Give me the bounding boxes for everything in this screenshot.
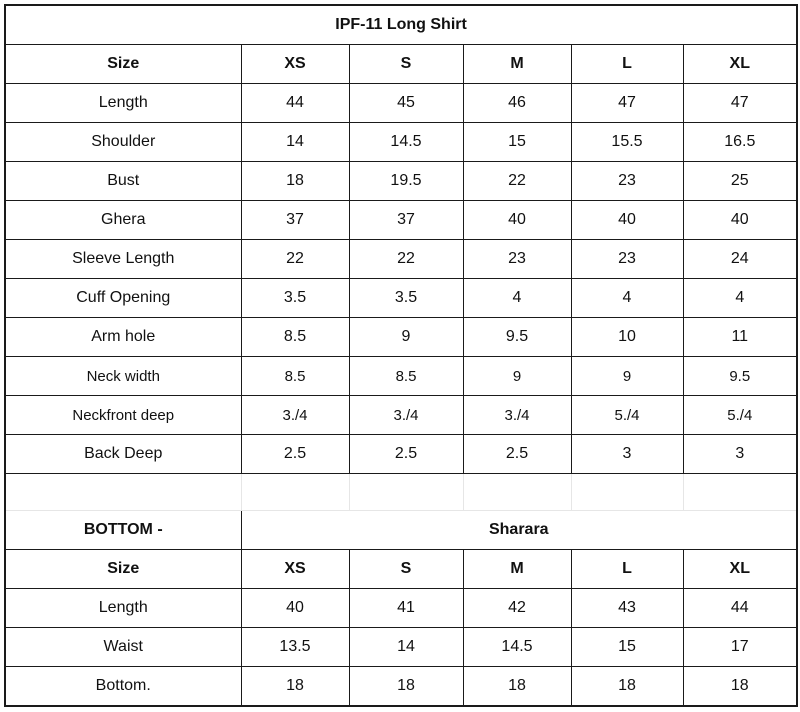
top-measure-row <box>5 201 797 240</box>
measure-value: 14 <box>241 123 349 162</box>
top-measure-row <box>5 279 797 318</box>
bottom-header-xs: XS <box>241 550 349 589</box>
measure-value: 18 <box>683 667 797 707</box>
measure-value: 4 <box>463 279 571 318</box>
measure-value: 18 <box>241 162 349 201</box>
measure-value: 23 <box>571 162 683 201</box>
top-header-row <box>5 45 797 84</box>
measure-value: 8.5 <box>241 318 349 357</box>
measure-value: 9 <box>571 357 683 396</box>
bottom-header-l: L <box>571 550 683 589</box>
measure-value: 11 <box>683 318 797 357</box>
measure-value: 25 <box>683 162 797 201</box>
measure-value: 9 <box>463 357 571 396</box>
measure-label: Length <box>5 84 241 123</box>
measure-value: 4 <box>571 279 683 318</box>
empty-cell <box>349 474 463 511</box>
top-header-s: S <box>349 45 463 84</box>
measure-value: 8.5 <box>349 357 463 396</box>
measure-value: 41 <box>349 589 463 628</box>
measure-value: 3 <box>683 435 797 474</box>
bottom-header-s: S <box>349 550 463 589</box>
measure-value: 9.5 <box>683 357 797 396</box>
measure-value: 47 <box>571 84 683 123</box>
measure-value: 43 <box>571 589 683 628</box>
measure-value: 40 <box>571 201 683 240</box>
top-measure-row <box>5 435 797 474</box>
top-measure-row <box>5 84 797 123</box>
measure-value: 45 <box>349 84 463 123</box>
measure-label: Bottom. <box>5 667 241 707</box>
measure-value: 3.5 <box>241 279 349 318</box>
top-header-size: Size <box>5 45 241 84</box>
bottom-measure-row <box>5 628 797 667</box>
chart-title: IPF-11 Long Shirt <box>5 5 797 45</box>
measure-value: 2.5 <box>463 435 571 474</box>
measure-value: 42 <box>463 589 571 628</box>
measure-value: 14.5 <box>463 628 571 667</box>
size-chart-table <box>4 4 798 707</box>
spacer-row <box>5 474 797 511</box>
measure-value: 2.5 <box>241 435 349 474</box>
bottom-header-xl: XL <box>683 550 797 589</box>
measure-value: 3./4 <box>241 396 349 435</box>
measure-label: Cuff Opening <box>5 279 241 318</box>
measure-value: 3./4 <box>463 396 571 435</box>
measure-label: Length <box>5 589 241 628</box>
size-chart-sheet <box>4 4 796 708</box>
top-header-xs: XS <box>241 45 349 84</box>
measure-value: 22 <box>349 240 463 279</box>
measure-value: 23 <box>463 240 571 279</box>
top-measure-row <box>5 123 797 162</box>
measure-value: 3.5 <box>349 279 463 318</box>
measure-value: 13.5 <box>241 628 349 667</box>
measure-label: Bust <box>5 162 241 201</box>
measure-value: 2.5 <box>349 435 463 474</box>
measure-value: 5./4 <box>683 396 797 435</box>
measure-value: 22 <box>463 162 571 201</box>
empty-cell <box>241 474 349 511</box>
measure-value: 15.5 <box>571 123 683 162</box>
measure-label: Neck width <box>5 357 241 396</box>
bottom-style-name: Sharara <box>241 511 797 550</box>
measure-value: 24 <box>683 240 797 279</box>
measure-value: 47 <box>683 84 797 123</box>
measure-label: Waist <box>5 628 241 667</box>
measure-value: 14 <box>349 628 463 667</box>
empty-cell <box>683 474 797 511</box>
measure-value: 37 <box>349 201 463 240</box>
measure-value: 14.5 <box>349 123 463 162</box>
measure-value: 15 <box>463 123 571 162</box>
measure-value: 9.5 <box>463 318 571 357</box>
bottom-measure-row <box>5 589 797 628</box>
bottom-section-row <box>5 511 797 550</box>
empty-cell <box>5 474 241 511</box>
measure-label: Back Deep <box>5 435 241 474</box>
measure-value: 23 <box>571 240 683 279</box>
measure-value: 4 <box>683 279 797 318</box>
measure-value: 9 <box>349 318 463 357</box>
measure-value: 5./4 <box>571 396 683 435</box>
measure-value: 18 <box>349 667 463 707</box>
measure-value: 17 <box>683 628 797 667</box>
top-measure-row <box>5 162 797 201</box>
measure-value: 18 <box>241 667 349 707</box>
bottom-header-size: Size <box>5 550 241 589</box>
measure-value: 40 <box>683 201 797 240</box>
measure-label: Sleeve Length <box>5 240 241 279</box>
title-row <box>5 5 797 45</box>
measure-value: 44 <box>241 84 349 123</box>
top-header-m: M <box>463 45 571 84</box>
measure-value: 8.5 <box>241 357 349 396</box>
measure-label: Ghera <box>5 201 241 240</box>
measure-label: Arm hole <box>5 318 241 357</box>
measure-value: 22 <box>241 240 349 279</box>
measure-value: 3./4 <box>349 396 463 435</box>
top-measure-row <box>5 240 797 279</box>
measure-value: 46 <box>463 84 571 123</box>
measure-value: 3 <box>571 435 683 474</box>
top-measure-row <box>5 357 797 396</box>
bottom-header-row <box>5 550 797 589</box>
bottom-header-m: M <box>463 550 571 589</box>
measure-value: 18 <box>571 667 683 707</box>
measure-value: 10 <box>571 318 683 357</box>
measure-value: 44 <box>683 589 797 628</box>
bottom-section-label: BOTTOM - <box>5 511 241 550</box>
measure-value: 18 <box>463 667 571 707</box>
empty-cell <box>463 474 571 511</box>
measure-value: 37 <box>241 201 349 240</box>
measure-value: 15 <box>571 628 683 667</box>
measure-value: 19.5 <box>349 162 463 201</box>
empty-cell <box>571 474 683 511</box>
top-header-l: L <box>571 45 683 84</box>
measure-value: 40 <box>241 589 349 628</box>
top-header-xl: XL <box>683 45 797 84</box>
measure-label: Shoulder <box>5 123 241 162</box>
top-measure-row <box>5 318 797 357</box>
measure-value: 40 <box>463 201 571 240</box>
measure-label: Neckfront deep <box>5 396 241 435</box>
top-measure-row <box>5 396 797 435</box>
bottom-measure-row <box>5 667 797 707</box>
measure-value: 16.5 <box>683 123 797 162</box>
